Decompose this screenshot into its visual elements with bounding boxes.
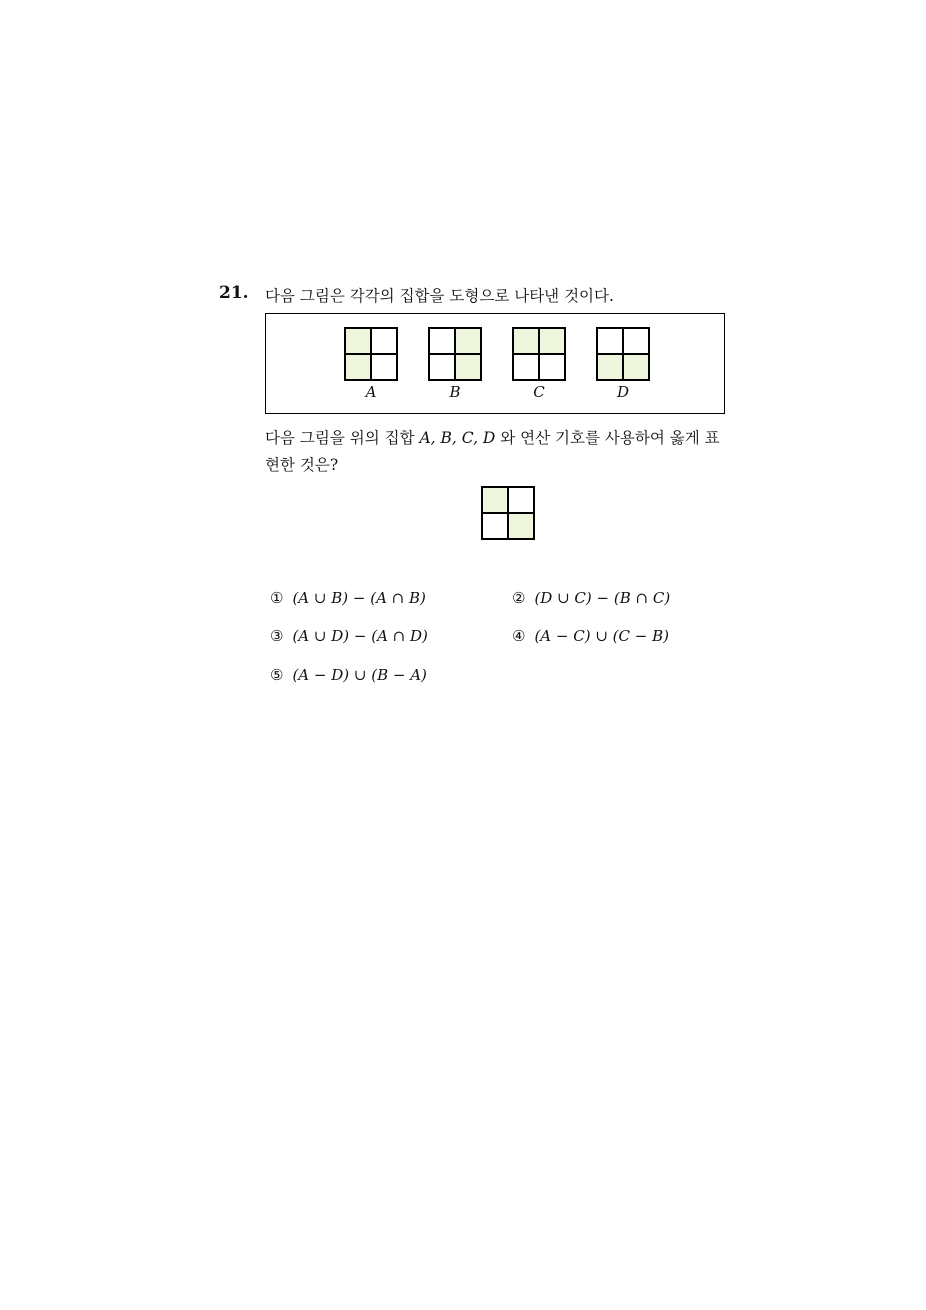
choice-expression: (A − C) ∪ (C − B) — [534, 627, 669, 645]
choice-mark: ③ — [270, 627, 284, 645]
set-a-figure — [344, 327, 398, 401]
question-number: 21. — [219, 283, 249, 303]
set-b-label: B — [449, 383, 461, 401]
grid-cell-top-left — [429, 328, 455, 354]
set-a-label: A — [365, 383, 377, 401]
set-grid — [596, 327, 650, 381]
prompt-suffix: 와 연산 기호를 사용하여 옳게 표현한 것은? — [265, 429, 720, 474]
set-d-figure — [596, 327, 650, 401]
choice-4[interactable] — [512, 627, 669, 645]
set-grid — [344, 327, 398, 381]
grid-cell-top-right — [623, 328, 649, 354]
set-c-figure — [512, 327, 566, 401]
grid-cell-bottom-left — [345, 354, 371, 380]
grid-cell-bottom-left — [513, 354, 539, 380]
grid-cell-bottom-left — [597, 354, 623, 380]
grid-cell-top-right — [371, 328, 397, 354]
set-b-figure — [428, 327, 482, 401]
prompt-prefix: 다음 그림을 위의 집합 — [265, 429, 420, 447]
choice-2[interactable] — [512, 589, 670, 607]
choice-mark: ⑤ — [270, 666, 284, 684]
choice-1[interactable] — [270, 589, 426, 607]
grid-cell-top-right — [455, 328, 481, 354]
question-text: 다음 그림은 각각의 집합을 도형으로 나타낸 것이다. — [265, 287, 614, 305]
grid-cell-top-left — [597, 328, 623, 354]
set-grid — [428, 327, 482, 381]
grid-cell-top-right — [508, 487, 534, 513]
set-grid — [512, 327, 566, 381]
choice-expression: (D ∪ C) − (B ∩ C) — [534, 589, 671, 607]
set-c-label: C — [533, 383, 545, 401]
grid-cell-bottom-left — [482, 513, 508, 539]
grid-cell-bottom-right — [539, 354, 565, 380]
prompt-sets-list: A, B, C, D — [419, 429, 496, 447]
choice-expression: (A − D) ∪ (B − A) — [292, 666, 427, 684]
target-figure — [481, 486, 535, 540]
grid-cell-top-left — [513, 328, 539, 354]
choice-expression: (A ∪ D) − (A ∩ D) — [292, 627, 428, 645]
question-prompt — [265, 425, 725, 479]
choice-3[interactable] — [270, 627, 428, 645]
choice-mark: ④ — [512, 627, 526, 645]
set-d-label: D — [616, 383, 630, 401]
grid-cell-top-left — [345, 328, 371, 354]
grid-cell-bottom-right — [455, 354, 481, 380]
choice-expression: (A ∪ B) − (A ∩ B) — [292, 589, 426, 607]
grid-cell-top-right — [539, 328, 565, 354]
grid-cell-bottom-right — [623, 354, 649, 380]
choice-mark: ① — [270, 589, 284, 607]
grid-cell-bottom-right — [508, 513, 534, 539]
target-grid — [481, 486, 535, 540]
choice-5[interactable] — [270, 666, 427, 684]
choice-mark: ② — [512, 589, 526, 607]
grid-cell-bottom-right — [371, 354, 397, 380]
sets-figure-box — [265, 313, 725, 414]
grid-cell-bottom-left — [429, 354, 455, 380]
grid-cell-top-left — [482, 487, 508, 513]
